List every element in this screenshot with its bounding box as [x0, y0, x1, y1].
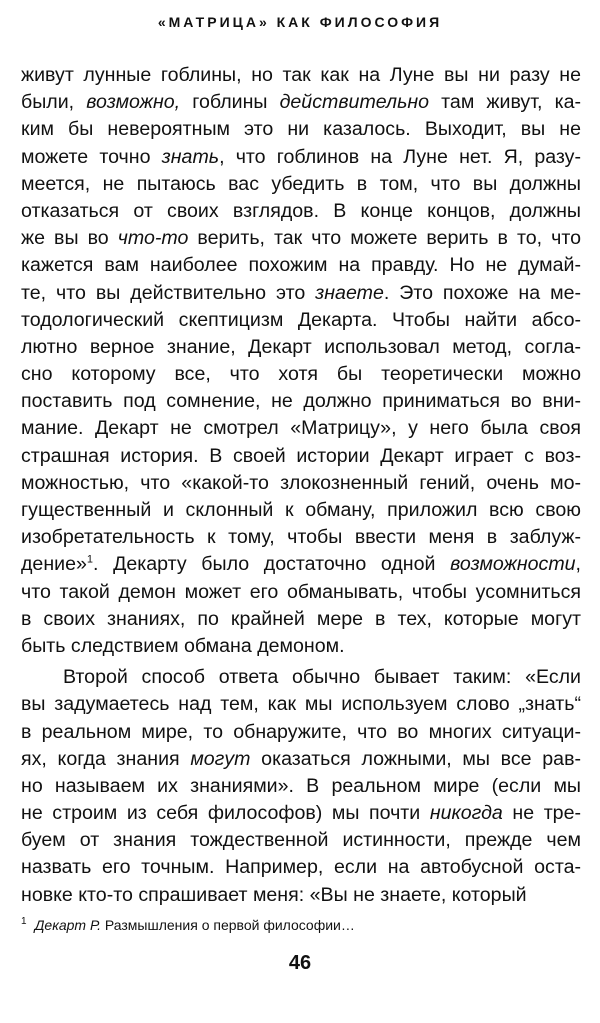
text-line — [21, 470, 581, 497]
text-line — [21, 691, 581, 718]
text-run: не тре- — [502, 802, 581, 825]
text-line — [21, 551, 581, 578]
text-line — [21, 388, 581, 415]
text-run: можете точно — [21, 145, 162, 168]
italic-text: могут — [190, 747, 251, 770]
text-run: не строим из себя философов) мы почти — [21, 802, 430, 825]
text-run: в своих знаниях, по крайней мере в тех, которые могут — [21, 607, 581, 630]
italic-text: действительно — [279, 91, 430, 114]
text-line — [21, 415, 581, 442]
text-run: поставить под сомнение, не должно приниматься во вни- — [21, 390, 581, 413]
text-run: изобретательность к тому, чтобы ввести меня в заблуж- — [21, 526, 581, 549]
text-run: дение» — [21, 553, 87, 576]
text-run: но называем их знаниями». В реальном мире (если мы — [21, 774, 581, 797]
text-run: там живут, ка- — [429, 91, 582, 114]
text-line — [21, 664, 581, 691]
italic-text: никогда — [429, 802, 503, 825]
text-run: ях, когда знания — [21, 747, 191, 770]
italic-text: возможно, — [86, 91, 181, 114]
text-run: были, — [21, 91, 87, 114]
text-line — [21, 800, 581, 827]
text-line — [21, 171, 581, 198]
text-line — [21, 524, 581, 551]
text-line — [21, 252, 581, 279]
text-line — [21, 773, 581, 800]
text-run: мание. Декарт не смотрел «Матрицу», у него была своя — [21, 417, 581, 440]
text-run: буем от знания тождественной истинности, прежде чем — [21, 829, 581, 852]
text-run: вы задумаетесь над тем, как мы используем слово „знать“ — [21, 693, 581, 716]
text-run: новке кто-то спрашивает меня: «Вы не знаете, который — [21, 883, 527, 906]
text-run: меется, не пытаюсь вас убедить в том, что вы должны — [21, 172, 581, 195]
text-run: Второй способ ответа обычно бывает таким: «Если — [63, 666, 581, 689]
footnote-text: Размышления о первой философии… — [101, 917, 355, 933]
text-run: же вы во — [21, 227, 118, 250]
text-run: живут лунные гоблины, но так как на Луне вы ни разу не — [21, 64, 581, 86]
text-line — [21, 497, 581, 524]
text-line — [21, 854, 581, 881]
text-line — [21, 62, 581, 89]
italic-text: знать — [161, 145, 220, 168]
running-head: «МАТРИЦА» КАК ФИЛОСОФИЯ — [157, 14, 443, 30]
text-run: гоблины — [180, 91, 280, 114]
text-run: . Это похоже на ме- — [383, 281, 581, 304]
italic-text: возможности — [450, 553, 576, 576]
paragraph — [21, 664, 581, 909]
text-run: можностью, что «какой-то злокозненный гений, очень мо- — [21, 471, 581, 494]
text-line — [21, 606, 581, 633]
text-run: те, что вы действительно это — [21, 281, 316, 304]
text-line — [21, 89, 581, 116]
text-run: , что гоблинов на Луне нет. Я, разу- — [219, 145, 582, 168]
text-line — [21, 579, 581, 606]
text-line — [21, 307, 581, 334]
footnote-number: 1 — [21, 916, 27, 928]
text-run: оказаться ложными, мы все рав- — [250, 747, 581, 770]
text-line — [21, 280, 581, 307]
text-run: ким бы невероятным это ни казалось. Выходит, вы не — [21, 118, 581, 141]
footnote-author: Декарт Р. — [34, 917, 101, 933]
italic-text: что-то — [117, 227, 189, 250]
text-line — [21, 116, 581, 143]
footnote-ref: 1 — [86, 553, 94, 566]
text-line — [21, 144, 581, 171]
text-run: тодологический скептицизм Декарта. Чтобы найти абсо- — [21, 308, 581, 331]
text-line — [21, 225, 581, 252]
text-run: кажется вам наиболее похожим на правду. Но не думай- — [21, 254, 581, 277]
text-run: , — [575, 553, 581, 576]
text-run: страшная история. В своей истории Декарт играет с воз- — [21, 444, 581, 467]
text-run: верить, так что можете верить в то, что — [188, 227, 581, 250]
text-line — [21, 882, 581, 909]
text-run: гущественный и склонный к обману, приложил всю свою — [21, 499, 581, 521]
text-run: в реальном мире, то обнаружите, что во многих ситуаци- — [21, 720, 581, 743]
body-text — [21, 62, 581, 909]
text-line — [21, 633, 581, 660]
text-line — [21, 198, 581, 225]
footnote — [21, 917, 581, 933]
text-line — [21, 827, 581, 854]
text-run: лютно верное знание, Декарт использовал метод, согла- — [21, 335, 581, 358]
text-run: назвать его точным. Например, если на автобусной оста- — [21, 856, 581, 879]
text-line — [21, 443, 581, 470]
text-run: . Декарту было достаточно одной — [93, 553, 451, 576]
text-line — [21, 361, 581, 388]
text-run: что такой демон может его обманывать, чтобы усомниться — [21, 580, 581, 603]
text-line — [21, 746, 581, 773]
text-run: сно которому все, что хотя бы теоретически можно — [21, 363, 581, 386]
text-run: отказаться от своих взглядов. В конце концов, должны — [21, 199, 581, 222]
paragraph — [21, 62, 581, 660]
italic-text: знаете — [315, 281, 384, 304]
page-number: 46 — [288, 952, 312, 974]
text-line — [21, 719, 581, 746]
text-run: быть следствием обмана демоном. — [21, 634, 345, 657]
text-line — [21, 334, 581, 361]
